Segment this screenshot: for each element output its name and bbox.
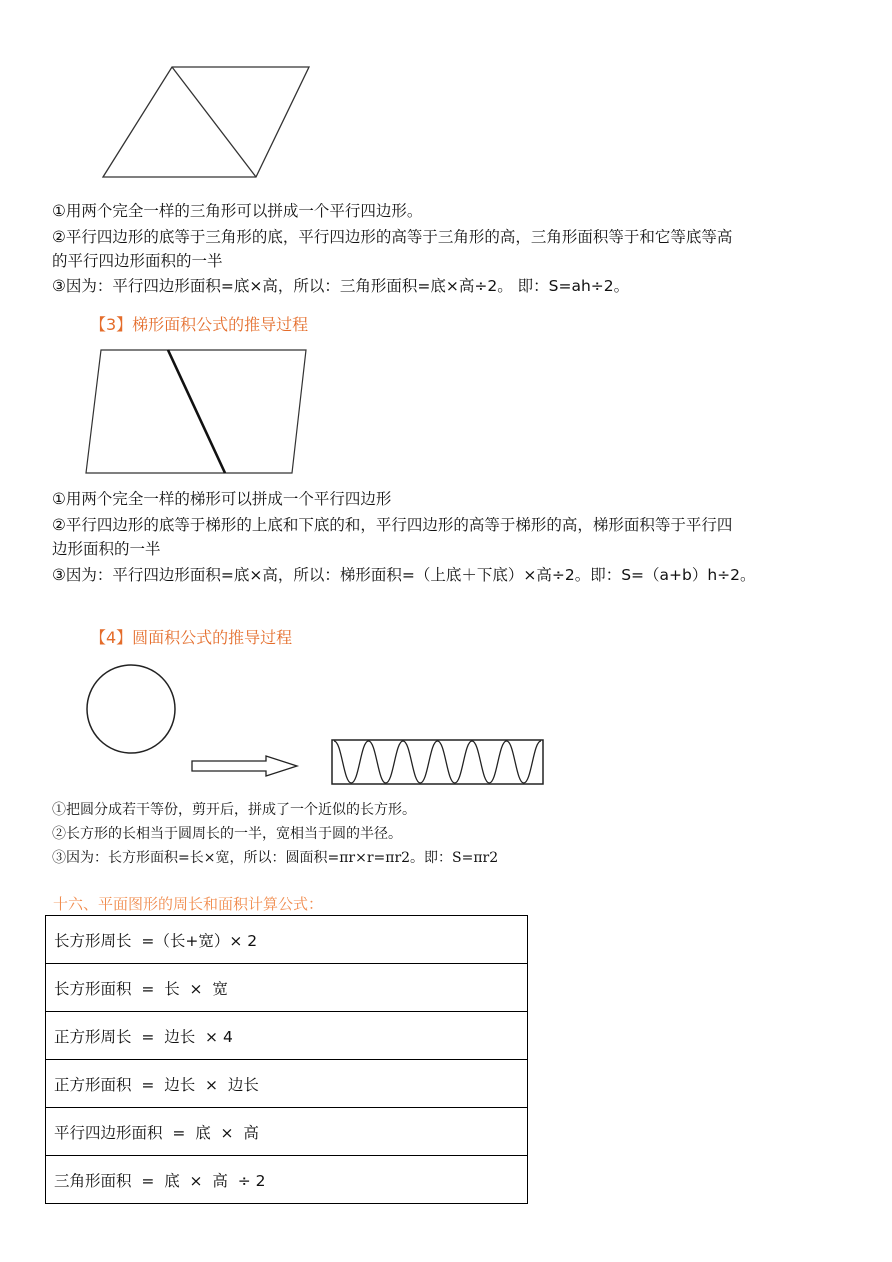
circle-heading: 【4】圆面积公式的推导过程 — [90, 628, 293, 647]
circle-line-1: ①把圆分成若干等份，剪开后，拼成了一个近似的长方形。 — [52, 802, 416, 818]
trapezoid-line-1: ①用两个完全一样的梯形可以拼成一个平行四边形 — [52, 490, 392, 508]
triangle-line-1: ①用两个完全一样的三角形可以拼成一个平行四边形。 — [52, 202, 423, 220]
circle-line-3: ③因为：长方形面积=长×宽，所以：圆面积=πr×r=πr2。即：S=πr2 — [52, 850, 499, 866]
table-row — [46, 1156, 528, 1204]
table-row — [46, 1060, 528, 1108]
table-cell: 正方形面积 = 边长 × 边长 — [46, 1060, 528, 1108]
table-cell: 正方形周长 = 边长 × 4 — [46, 1012, 528, 1060]
table-row — [46, 916, 528, 964]
section-16-title: 十六、平面图形的周长和面积计算公式： — [53, 895, 324, 913]
table-row — [46, 1108, 528, 1156]
table-row — [46, 964, 528, 1012]
circle-shape — [87, 665, 175, 753]
sector-wave — [334, 741, 541, 783]
trapezoid-line-2: ②平行四边形的底等于梯形的上底和下底的和，平行四边形的高等于梯形的高，梯形面积等于平行四 — [52, 516, 733, 534]
triangle-line-4: ③因为：平行四边形面积=底×高，所以：三角形面积=底×高÷2。 即：S=ah÷2。 — [52, 277, 630, 295]
table-row — [46, 1012, 528, 1060]
table-cell: 长方形面积 = 长 × 宽 — [46, 964, 528, 1012]
formula-table — [45, 915, 528, 1204]
circle-line-2: ②长方形的长相当于圆周长的一半，宽相当于圆的半径。 — [52, 826, 402, 842]
table-cell: 长方形周长 =（长+宽）× 2 — [46, 916, 528, 964]
triangle-line-3: 的平行四边形面积的一半 — [52, 252, 223, 270]
right-arrow-icon — [192, 756, 297, 776]
trapezoid-line-4: ③因为：平行四边形面积=底×高，所以：梯形面积=（上底＋下底）×高÷2。即：S=（a+b）h÷2。 — [52, 566, 756, 584]
triangle-line-2: ②平行四边形的底等于三角形的底，平行四边形的高等于三角形的高，三角形面积等于和它等底等高 — [52, 228, 733, 246]
trapezoid-line-3: 边形面积的一半 — [52, 540, 161, 558]
table-cell: 三角形面积 = 底 × 高 ÷ 2 — [46, 1156, 528, 1204]
table-cell: 平行四边形面积 = 底 × 高 — [46, 1108, 528, 1156]
trapezoid-heading: 【3】梯形面积公式的推导过程 — [90, 315, 309, 334]
